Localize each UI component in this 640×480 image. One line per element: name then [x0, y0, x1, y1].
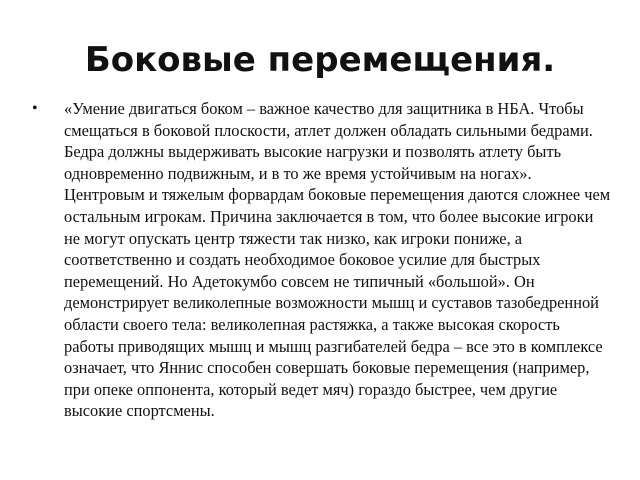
bullet-item	[28, 98, 612, 422]
slide-content	[28, 98, 612, 422]
bullet-marker: •	[32, 100, 38, 117]
slide-title: Боковые перемещения.	[84, 40, 556, 80]
bullet-text: «Умение двигаться боком – важное качество для защитника в НБА. Чтобы смещаться в боковой плоскости, атлет должен обладать сильными бедрами. Бедра должны выдерживать высокие нагрузки и позволять атлету быть одновременно подвижным, и в то же время устойчивым на ногах». Центровым и тяжелым форвардам боковые перемещения даются сложнее чем остальным игрокам. Причина заключается в том, что более высокие игроки не могут опускать центр тяжести так низко, как игроки пониже, а соответственно и создать необходимое боковое усилие для быстрых перемещений. Но Адетокумбо совсем не типичный «большой». Он демонстрирует великолепные возможности мышц и суставов тазобедренной области своего тела: великолепная растяжка, а также высокая скорость работы приводящих мышц и мышц разгибателей бедра – все это в комплексе означает, что Яннис способен совершать боковые перемещения (например, при опеке оппонента, который ведет мяч) гораздо быстрее, чем другие высокие спортсмены.	[64, 99, 611, 421]
